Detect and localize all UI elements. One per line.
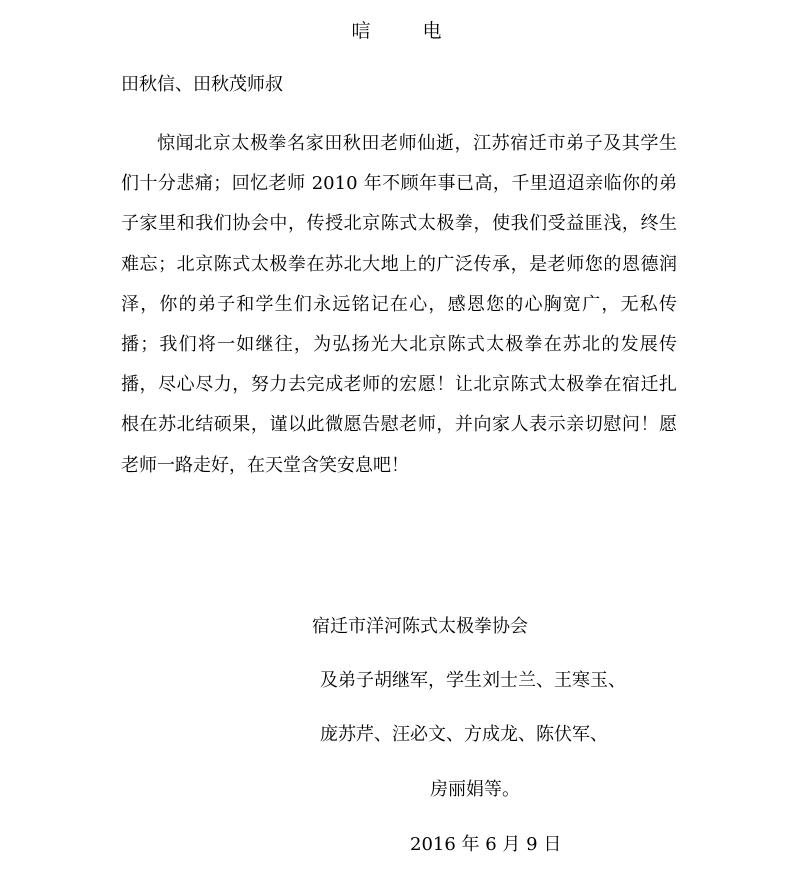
signature-line-1: 及弟子胡继军，学生刘士兰、王寒玉、 [320, 670, 626, 691]
signature-line-2: 庞苏芹、汪必文、方成龙、陈伏军、 [320, 724, 608, 745]
signature-organization: 宿迁市洋河陈式太极拳协会 [312, 616, 528, 637]
letter-body: 惊闻北京太极拳名家田秋田老师仙逝，江苏宿迁市弟子及其学生们十分悲痛；回忆老师 2010 年不顾年事已高，千里迢迢亲临你的弟子家里和我们协会中，传授北京陈式太极拳，使我们受益匪浅，终生难忘；北京陈式太极拳在苏北大地上的广泛传承，是老师您的恩德润泽，你的弟子和学生们永远铭记在心，感恩您的心胸宽广，无私传播；我们将一如继往，为弘扬光大北京陈式太极拳在苏北的发展传播，尽心尽力，努力去完成老师的宏愿！让北京陈式太极拳在宿迁扎根在苏北结硕果，谨以此微愿告慰老师，并向家人表示亲切慰问！愿老师一路走好，在天堂含笑安息吧！ [121, 133, 677, 476]
document-title: 唁电 [351, 20, 494, 42]
salutation: 田秋信、田秋茂师叔 [121, 74, 283, 95]
signature-line-3: 房丽娟等。 [430, 779, 520, 800]
signature-date: 2016 年 6 月 9 日 [410, 834, 562, 855]
